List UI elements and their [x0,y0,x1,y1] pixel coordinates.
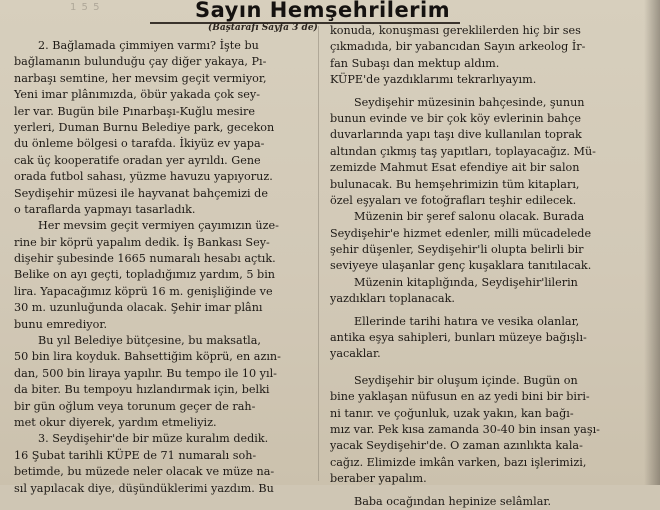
text-line: mız var. Pek kısa zamanda 30-40 bin insan yaşı- [330,422,600,436]
text-line: ler var. Bugün bile Pınarbaşı-Kuğlu mesire [14,104,255,118]
text-line: yerleri, Duman Burnu Belediye park, gecekon [14,120,275,134]
text-line: rine bir köprü yapalım dedik. İş Bankası Sey- [14,235,270,249]
text-line: çıkmadıda, bir yabancıdan Sayın arkeolog İr- [330,40,586,54]
text-line: Baba ocağından hepinize selâmlar. [354,494,552,508]
text-line: yacaklar. [330,347,381,361]
text-line: Belike on ayı geçti, topladığımız yardım, 5 bin [14,268,275,282]
text-line: KÜPE'de yazdıklarımı tekrarlıyayım. [330,73,537,87]
text-line: 3. Seydişehir'de bir müze kuralım dedik. [38,432,269,446]
text-line: şehir düşenler, Seydişehir'li olupta belirli bir [330,243,584,257]
text-line: o taraflarda yapmayı tasarladık. [14,202,196,216]
text-line: bir gün oğlum veya torunum geçer de rah- [14,399,256,413]
text-line: Yeni imar plânımızda, öbür yakada çok sey- [14,88,260,102]
text-line: özel eşyaları ve fotoğrafları teşhir edilecek. [330,193,577,207]
continuation-note: (Baştarafı Sayfa 3 de) [208,23,318,33]
page-edge-shadow [644,0,660,485]
text-line: narbaşı semtine, her mevsim geçit vermiyor, [14,71,267,85]
text-line: du önleme bölgesi o tarafda. İkiyüz ev yapa- [14,137,265,151]
text-line: Ellerinde tarihi hatıra ve vesika olanlar, [354,314,580,328]
text-line: duvarlarında yapı taşı dive kullanılan toprak [330,128,582,142]
text-line: Seydişehir'e hizmet edenler, milli mücadelede [330,226,592,240]
text-line: yacak Seydişehir'de. O zaman azınlıkta kala- [330,439,583,453]
bleed-through-text: 1 5 5 [70,2,101,13]
text-line: 2. Bağlamada çimmiyen varmı? İşte bu [38,39,259,52]
text-line: beraber yapalım. [330,472,427,486]
text-line: dan, 500 bin liraya yapılır. Bu tempo ile 10 yıl- [14,366,277,380]
text-line: bağlamanın bulunduğu çay diğer yakaya, Pı- [14,55,267,69]
text-line: altından çıkmış taş yapıtları, toplayacağız. Mü- [330,144,596,158]
text-line: 50 bin lira koyduk. Bahsettiğim köprü, en azın- [14,350,281,364]
text-line: Her mevsim geçit vermiyen çayımızın üze- [38,219,279,233]
text-line: antika eşya sahipleri, bunları müzeye bağışlı- [330,331,587,345]
text-line: dişehir şubesinde 1665 numaralı hesabı açtık. [14,252,276,266]
text-line: Seydişehir bir oluşum içinde. Bugün on [354,373,578,387]
text-line: konuda, konuşması gereklilerden hiç bir ses [330,24,581,37]
text-line: bine yaklaşan nüfusun en az yedi bini bir biri- [330,390,590,404]
text-line: met okur diyerek, yardım etmeliyiz. [14,415,217,429]
text-line: bulunacak. Bu hemşehrimizin tüm kitapları, [330,177,580,191]
text-line: fan Subaşı dan mektup aldım. [330,56,500,70]
text-line: lira. Yapacağımız köprü 16 m. genişliğinde ve [14,284,273,298]
text-line: cak üç kooperatife oradan yer ayrıldı. Gene [14,153,261,167]
text-line: da biter. Bu tempoyu hızlandırmak için, belki [14,383,270,397]
text-line: Seydişehir müzesi ile hayvanat bahçemizi de [14,186,268,200]
text-line: bunu emrediyor. [14,317,108,331]
left-column [14,38,310,497]
column-divider [318,26,319,481]
text-line: yazdıkları toplanacak. [330,292,455,306]
text-line: seviyeye ulaşanlar genç kuşaklara tanıtılacak. [330,259,592,273]
text-line: cağız. Elimizde imkân varken, bazı işlerimizi, [330,455,587,469]
text-line: ni tanır. ve çoğunluk, uzak yakın, kan bağı- [330,406,574,420]
page-title: Sayın Hemşehrilerim [195,0,451,22]
text-line: Müzenin kitaplığında, Seydişehir'lilerin [354,275,578,289]
text-line: Bu yıl Belediye bütçesine, bu maksatla, [38,334,261,348]
text-line: Seydişehir müzesinin bahçesinde, şunun [354,95,585,109]
right-column [330,23,646,510]
text-line: orada futbol sahası, yüzme havuzu yapıyoruz. [14,170,273,184]
text-line: 16 Şubat tarihli KÜPE de 71 numaralı soh- [14,448,257,462]
text-line: bunun evinde ve bir çok köy evlerinin bahçe [330,111,582,125]
text-line: zemizde Mahmut Esat efendiye ait bir salon [330,161,580,175]
text-line: betimde, bu müzede neler olacak ve müze na- [14,465,275,479]
text-line: 30 m. uzunluğunda olacak. Şehir imar plânı [14,301,263,315]
text-line: sıl yapılacak diye, düşündüklerimi yazdım. Bu [14,481,274,495]
paragraph-gap [330,363,646,373]
text-line: Müzenin bir şeref salonu olacak. Burada [354,210,585,224]
